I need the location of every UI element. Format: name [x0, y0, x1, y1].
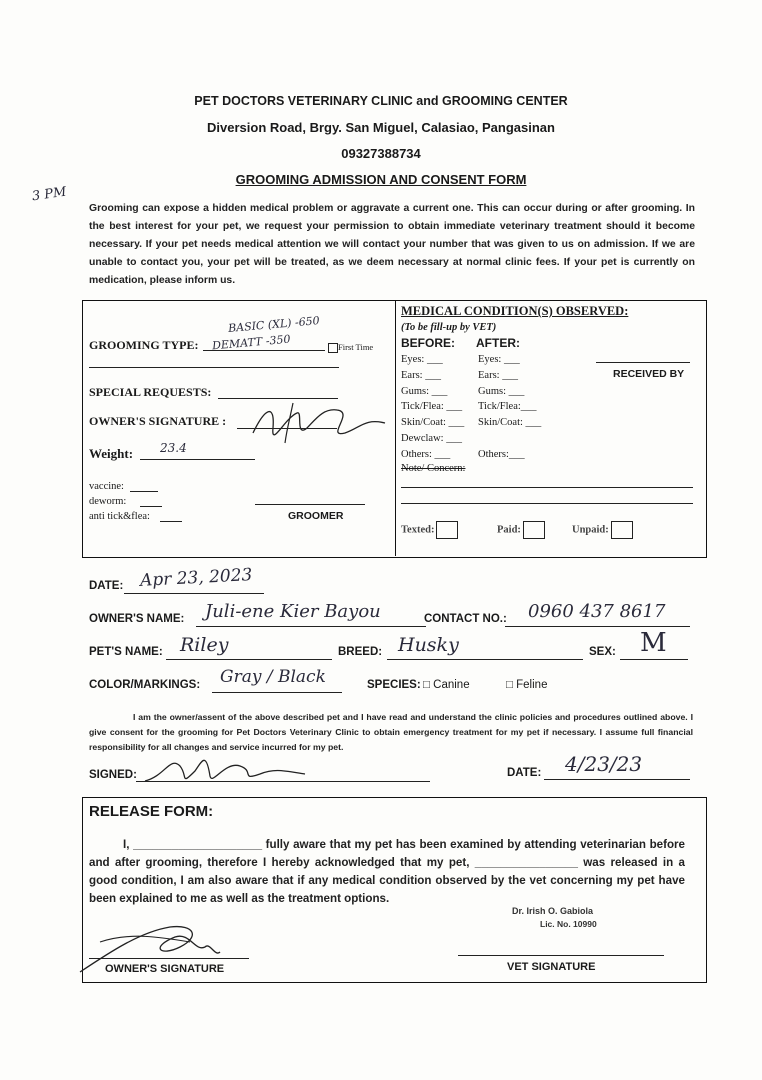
after-item-tickflea[interactable]: Tick/Flea:___ [478, 401, 537, 413]
weight-label: Weight: [89, 446, 134, 461]
pet-name-line [166, 659, 332, 660]
date-line [124, 593, 264, 594]
grooming-type-value-2[interactable]: DEMATT -350 [211, 332, 291, 353]
breed-line [387, 659, 583, 660]
after-item-gums[interactable]: Gums: ___ [478, 385, 525, 397]
owner-signature-label: OWNER'S SIGNATURE : [89, 414, 227, 428]
vet-license: Lic. No. 10990 [540, 919, 597, 929]
before-item-gums[interactable]: Gums: ___ [401, 385, 448, 397]
color-label: COLOR/MARKINGS: [89, 679, 201, 691]
before-item-dewclaw[interactable]: Dewclaw: ___ [401, 432, 462, 444]
before-item-skincoat[interactable]: Skin/Coat: ___ [401, 417, 465, 429]
vaccine-label: vaccine: [89, 481, 124, 492]
vet-name: Dr. Irish O. Gabiola [512, 906, 594, 916]
consent-paragraph: I am the owner/assent of the above described pet and I have read and understand the clinic policies and procedures outlined above. I give consent for the grooming for Pet Doctors Veterinary Clinic to obtain emergency treatment for my pet if necessary. I assume full financial responsibility for all changes and service incurred for my pet. [89, 712, 693, 752]
paid-checkbox[interactable] [523, 521, 545, 539]
before-item-others[interactable]: Others: ___ [401, 448, 451, 460]
signed-date-label: DATE: [507, 767, 542, 779]
contact-value[interactable]: 0960 437 8617 [528, 601, 666, 622]
after-label: AFTER: [476, 336, 520, 350]
note-label: Note/ Concern: [401, 463, 466, 474]
date-label: DATE: [89, 580, 124, 592]
owner-name-value[interactable]: Juli-ene Kier Bayou [205, 601, 381, 622]
owner-signature-image [245, 398, 395, 458]
box-divider [395, 300, 396, 556]
unpaid-field[interactable] [572, 521, 633, 539]
breed-value[interactable]: Husky [398, 634, 459, 656]
first-time-label: First Time [338, 342, 374, 352]
groomer-label: GROOMER [288, 510, 344, 522]
before-list [401, 352, 464, 463]
before-item-eyes[interactable]: Eyes: ___ [401, 354, 443, 365]
clinic-address: Diversion Road, Brgy. San Miguel, Calasiao, Pangasinan [207, 120, 555, 135]
owner-name-label: OWNER'S NAME: [89, 613, 185, 625]
margin-note: 3 PM [31, 184, 68, 205]
owner-release-sig-label: OWNER'S SIGNATURE [105, 963, 225, 975]
after-item-others[interactable]: Others:___ [478, 448, 525, 460]
note-line-1 [401, 487, 693, 488]
date-value[interactable]: Apr 23, 2023 [139, 565, 253, 591]
signed-date-line [544, 779, 690, 780]
note-line-2 [401, 503, 693, 504]
first-time-checkbox[interactable] [328, 342, 373, 353]
sex-value[interactable]: M [640, 628, 667, 658]
before-item-tickflea[interactable]: Tick/Flea: ___ [401, 401, 463, 413]
antitick-line [160, 521, 182, 522]
grooming-type-value-1[interactable]: BASIC (XL) -650 [227, 314, 321, 335]
pet-name-label: PET'S NAME: [89, 646, 163, 658]
special-requests-label: SPECIAL REQUESTS: [89, 385, 212, 399]
feline-option[interactable]: □ Feline [506, 679, 548, 691]
texted-field[interactable] [401, 521, 458, 539]
breed-label: BREED: [338, 646, 383, 658]
sex-line [620, 659, 688, 660]
unpaid-checkbox[interactable] [611, 521, 633, 539]
color-line [212, 692, 342, 693]
groomer-line [255, 504, 365, 505]
release-title: RELEASE FORM: [89, 803, 214, 820]
pet-name-value[interactable]: Riley [180, 634, 229, 656]
clinic-name: PET DOCTORS VETERINARY CLINIC and GROOMING CENTER [194, 94, 568, 108]
grooming-type-label: GROOMING TYPE: [89, 338, 199, 352]
before-label: BEFORE: [401, 336, 455, 350]
signed-date-value[interactable]: 4/23/23 [565, 752, 643, 776]
checkbox-icon [328, 343, 338, 353]
sex-label: SEX: [589, 646, 616, 658]
texted-label: Texted: [401, 524, 435, 536]
vaccine-line [130, 491, 158, 492]
signed-label: SIGNED: [89, 769, 137, 781]
species-label: SPECIES: [367, 679, 421, 691]
contact-line [505, 626, 690, 627]
paid-label: Paid: [497, 524, 521, 536]
before-item-ears[interactable]: Ears: ___ [401, 369, 441, 381]
form-title: GROOMING ADMISSION AND CONSENT FORM [235, 172, 527, 187]
received-by-label: RECEIVED BY [613, 368, 685, 380]
vet-sig-line [458, 955, 664, 956]
clinic-phone: 09327388734 [341, 146, 421, 161]
after-item-blank [478, 431, 541, 447]
texted-checkbox[interactable] [436, 521, 458, 539]
contact-label: CONTACT NO.: [424, 613, 507, 625]
grooming-type-line-2 [89, 367, 339, 368]
after-list [478, 352, 541, 463]
medical-subtitle: (To be fill-up by VET) [401, 322, 497, 333]
after-item-eyes[interactable]: Eyes: ___ [478, 354, 520, 365]
medical-title: MEDICAL CONDITION(S) OBSERVED: [401, 304, 629, 318]
owner-name-line [196, 626, 426, 627]
intro-paragraph: Grooming can expose a hidden medical problem or aggravate a current one. This can occur during or after grooming. In the best interest for your pet, we request your permission to obtain immediate veterinary treatment should it become necessary. If your pet needs medical attention we will contact your number that was given to us on admission. If we are unable to contact you, your pet will be treated, as we deem necessary at normal clinic fees. If your pet is currently on medication, please inform us. [89, 203, 695, 286]
deworm-label: deworm: [89, 496, 127, 507]
canine-option[interactable]: □ Canine [423, 679, 470, 691]
after-item-skincoat[interactable]: Skin/Coat: ___ [478, 417, 542, 429]
weight-value[interactable]: 23.4 [160, 441, 187, 455]
unpaid-label: Unpaid: [572, 524, 609, 536]
release-paragraph: I, ____________________ fully aware that my pet has been examined by attending veterinarian before and after grooming, therefore I hereby acknowledged that my pet, ________________ was released in a good condition, I am also aware that if any medical condition observed by the vet concerning my pet have been explained to me as well as the treatment options. [89, 838, 685, 905]
weight-line [140, 459, 255, 460]
color-value[interactable]: Gray / Black [220, 667, 326, 687]
after-item-ears[interactable]: Ears: ___ [478, 369, 518, 381]
vet-sig-label: VET SIGNATURE [507, 961, 596, 973]
paid-field[interactable] [497, 521, 545, 539]
owner-release-sig-line [89, 958, 249, 959]
signed-signature-image [140, 746, 310, 791]
received-by-line [596, 362, 690, 363]
deworm-line [140, 506, 162, 507]
antitick-label: anti tick&flea: [89, 511, 150, 522]
